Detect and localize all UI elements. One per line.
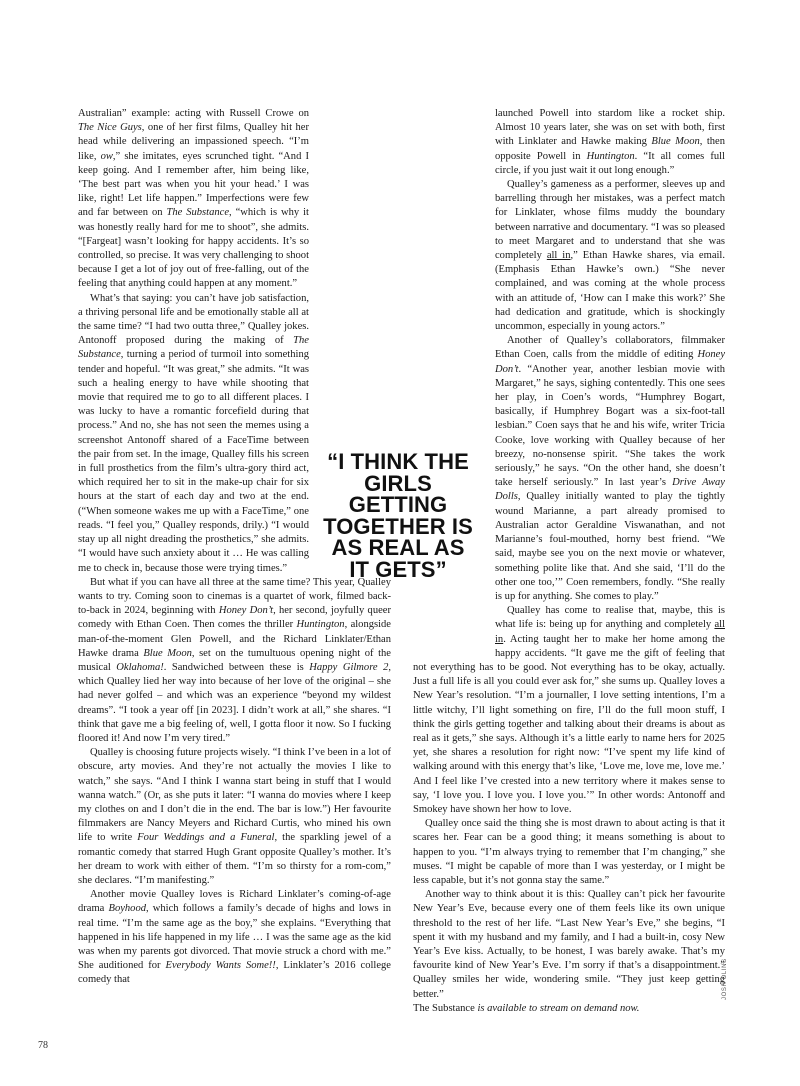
pull-quote: “I THINK THE GIRLS GETTING TOGETHER IS AS REAL AS IT GETS” xyxy=(323,449,473,582)
body-paragraph: Qualley’s gameness as a performer, sleeves up and barrelling through her mistakes, was a perfect match for Linklater, whose films muddy the boundary between narrative and documentary. “I was so pleased to meet Margaret and to understand that she was completely all in,” Ethan Hawke shares, via email. (Emphasis Ethan Hawke’s own.) “She never complained, and was coming at the whole process with an attitude of, ‘How can I make this work?’ She had dedication and gratitude, which is shockingly uncommon, especially in young actors.” xyxy=(495,179,725,333)
body-paragraph: Qualley is choosing future projects wisely. “I think I’ve been in a lot of obscure, arty movies. And they’re not actually the movies I like to watch,” she says. “And I think I wanna start being in stuff that I would wanna watch.” (Or, as she puts it later: “I wanna do movies where I keep my clothes on and I don’t die in the end. The bar is low.”) Her favourite filmmakers are Nancy Meyers and Richard Curtis, who mined his own life to write Four Weddings and a Funeral, the sparkling jewel of a romantic comedy that starred Hugh Grant opposite Qualley’s mother. It’s her dream to work with either of them. “I’m so thirsty for a rom-com,” she declares. “I’m manifesting.” xyxy=(78,747,392,886)
body-paragraph: Australian” example: acting with Russell Crowe on The Nice Guys, one of her first films, Qualley hit her head while delivering an impassioned speech. “I’m like, ow,” she imitates, eyes scrunched tight. “And I keep going. And I remember after, him being like, ‘The best part was when you hit your head.’ I was like, right! Let life happen.” Imperfections were few and far between on The Substance, “which is why it was honestly really hard for me to shoot”, she admits. “[Fargeat] wasn’t looking for happy accidents. It’s so controlled, so precise. It was very challenging to shoot because I get a lot of joy out of free-falling, out of the feeling that anything could happen at any moment.” xyxy=(78,108,309,290)
body-paragraph: Qualley has come to realise that, maybe, this is what life is: being up for anything and completely all in. Acting taught her to make her home among the happy accidents. “It gave me the gift of feeling that not everything has to be good. Not everything has to be okay, actually. Just a full life is all you could ever ask for,” she sums up. Qualley loves a New Year’s resolution. “I’m a journaller, I love setting intentions, I’m a little witchy, I’ll light something on fire, I’ll do the full moon stuff, I think the girls getting together and talking about their dreams is about as real as it gets,” she says. Although it’s a little early to name hers for 2025 yet, she shares a resolution for right now: “I’ve spent my life kind of walking around with this energy that’s like, ‘Love me, love me, love me.’ And I feel like I’ve crested into a new territory where it makes sense to say, ‘I love you. I love you. I love you.’” In other words: Antonoff and Smokey have shown her how to love. xyxy=(413,605,725,815)
body-paragraph: Another of Qualley’s collaborators, filmmaker Ethan Coen, calls from the middle of editing Honey Don’t. “Another year, another lesbian movie with Margaret,” he says, sighing contentedly. This one sees her play, in Coen’s words, “Humphrey Bogart, basically, if Humphrey Bogart was a six-foot-tall lesbian.” Coen says that he and his wife, writer Tricia Cooke, love working with Qualley because of her breezy, no-nonsense spirit. “She takes the work seriously,” he says. “On the other hand, she doesn’t take herself seriously.” In last year’s Drive Away Dolls, Qualley initially wanted to play the tightly wound Marianne, a part already promised to Australian actor Geraldine Viswanathan, and not Marianne’s foul-mouthed, horny best friend. “We said, maybe see you on the next movie or whatever, something polite like that. And she said, ‘I’ll do the other one too,’” Coen remembers, fondly. “She really is up for anything. She comes to play.” xyxy=(495,335,725,602)
body-paragraph: Another way to think about it is this: Qualley can’t pick her favourite New Year’s Eve, because every one of them feels like its own unique threshold to the rest of her life. “Last New Year’s Eve,” she begins, “I spent it with my husband and my family, and I had a built-in, cosy New Year’s Eve kiss. Actually, to be honest, I was barely awake. That’s my favourite kind of New Year’s Eve. I’m sorry if that’s a disappointment.” Qualley smiles her wide, wondering smile. “They just keep getting better.” xyxy=(413,889,725,1000)
body-paragraph: launched Powell into stardom like a rocket ship. Almost 10 years later, she was on set with both, first with Linklater and Hawke making Blue Moon, then opposite Powell in Huntington. “It all comes full circle, if you just wait it out long enough.” xyxy=(495,108,726,176)
body-paragraph: Another movie Qualley loves is Richard Linklater’s coming-of-age drama Boyhood, which follows a family’s decade of highs and lows in real time. “I’m the same age as the boy,” she explains. “Everything that happened in his life happened in my life … I was the same age as the kid was when my parents got divorced. That movie struck a chord with me.” She auditioned for Everybody Wants Some!!, Linklater’s 2016 college comedy that xyxy=(78,889,391,986)
body-paragraph: But what if you can have all three at the same time? This year, Qualley wants to try. Coming soon to cinemas is a quartet of work, filmed back-to-back in 2024, beginning with Honey Don’t, her second, joyfully queer comedy with Ethan Coen. Then comes the thriller Huntington, alongside man-of-the-moment Glen Powell, and the Richard Linklater/Ethan Hawke drama Blue Moon, set on the tumultuous opening night of the musical Oklahoma!. Sandwiched between these is Happy Gilmore 2, which Qualley lied her way into because of her love of the original – she had never golfed – and which was an experience “beyond my wildest dreams”. “I took a year off [in 2023]. I didn’t work at all,” she shares. “I think that gave me a big feeling of, well, I gotta floor it now. So I fucking floored it! And now I’m very tired.” xyxy=(78,576,391,744)
page-number: 78 xyxy=(38,1040,48,1051)
photo-credit: JOSH OLINS xyxy=(722,958,728,1000)
closing-note: The Substance is available to stream on demand now. xyxy=(413,1002,640,1014)
body-paragraph: What’s that saying: you can’t have job satisfaction, a thriving personal life and be emotionally stable all at the same time? “I had two outta three,” Qualley jokes. Antonoff proposed during the making of The Substance, turning a period of turmoil into something tender and hopeful. “It was great,” she admits. “It was such a healing energy to have while shooting that movie that required me to go to all different places. I was lucky to have a romantic forcefield during that process.” And no, she has not seen the memes using a screenshot Antonoff shared of a FaceTime between the pair from set. In the image, Qualley fills his screen in full prosthetics from the film’s ultra-gory third act, which required her to sit in the make-up chair for six hours at the start of each day and two at the end. (“When someone wakes me up with a FaceTime,” one reads. “I feel you,” Qualley responds, drily.) “I would stay up all night dreading the prosthetics,” she admits. “I would have such anxiety about it … He was calling me to check in, because those were trying times.” xyxy=(78,292,309,574)
body-paragraph: Qualley once said the thing she is most drawn to about acting is that it scares her. Fear can be a good thing; it means something is about to happen to you. “I’m always trying to remember that I’m changing,” she muses. “I might be capable of more than I was yesterday, or I might be less capable, but it’s not gonna stay the same.” xyxy=(413,818,725,886)
